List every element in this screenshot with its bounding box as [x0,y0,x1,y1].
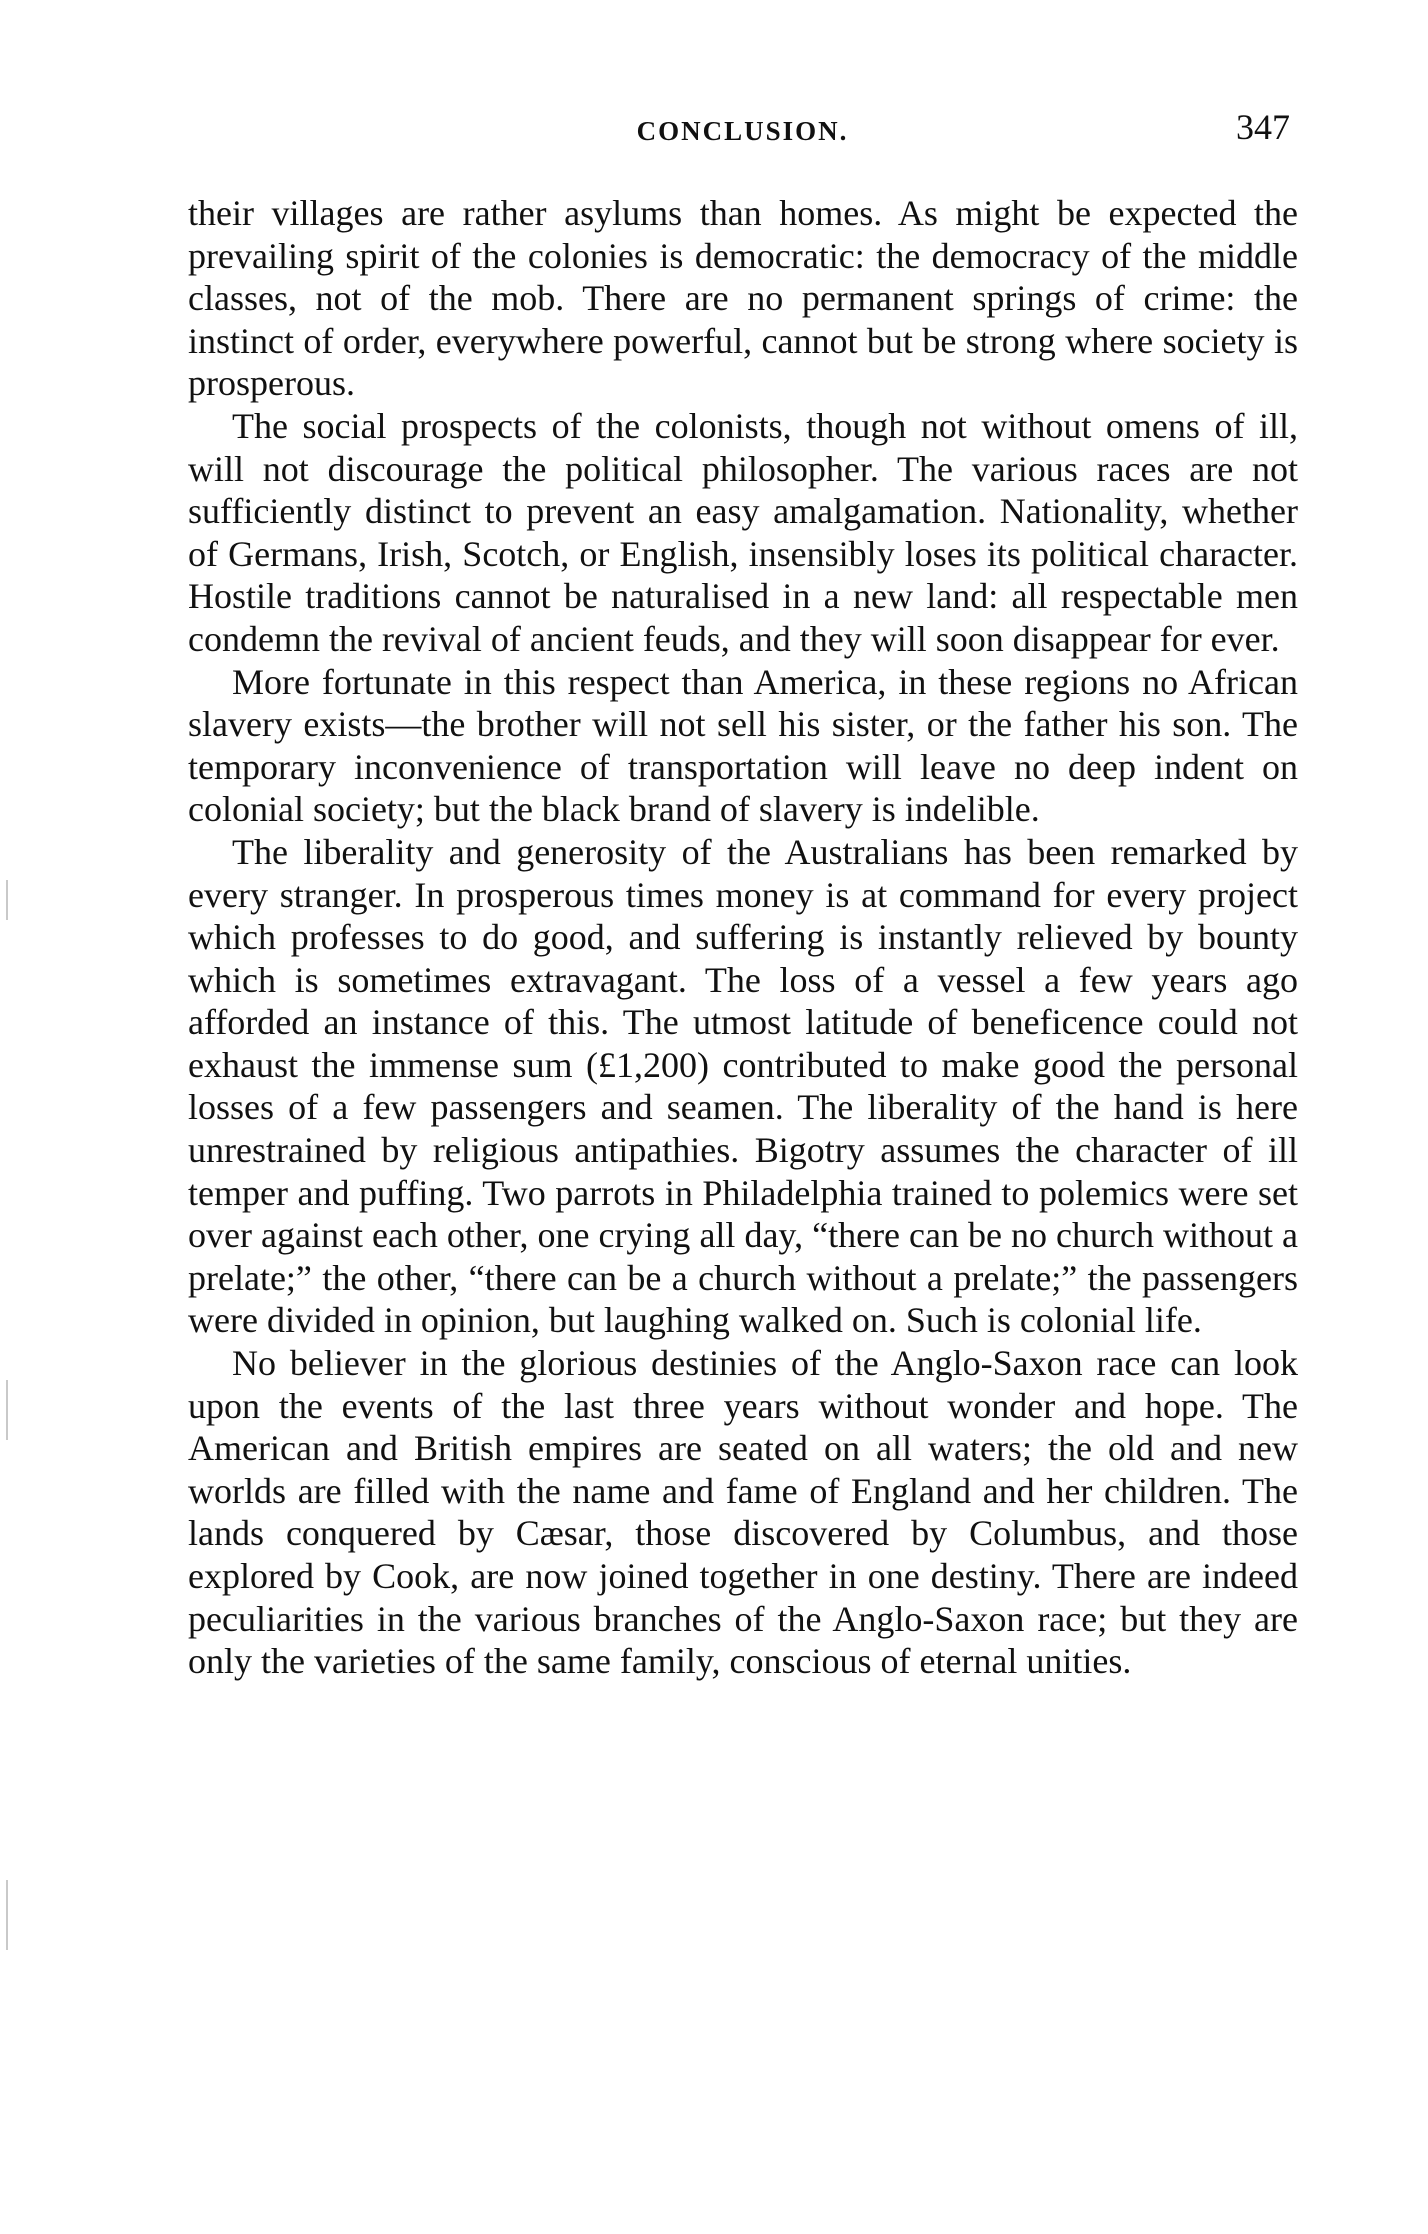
margin-mark [6,1380,8,1440]
body-text [188,192,1298,1683]
margin-mark [6,880,8,920]
page-number: 347 [1236,107,1290,147]
paragraph: The social prospects of the colonists, though not without omens of ill, will not discourage the political philosopher. The various races are not sufficiently distinct to prevent an easy amalgamation. Nationality, whether of Germans, Irish, Scotch, or English, insensibly loses its political character. Hostile traditions cannot be naturalised in a new land: all respectable men condemn the revival of ancient feuds, and they will soon disappear for ever. [188,405,1298,659]
running-head: CONCLUSION. [636,116,849,146]
margin-mark [6,1880,8,1950]
paragraph: their villages are rather asylums than homes. As might be expected the prevailing spirit of the colonies is democratic: the democracy of the middle classes, not of the mob. There are no permanent springs of crime: the instinct of order, everywhere powerful, cannot but be strong where society is prosperous. [188,193,1298,404]
paragraph: The liberality and generosity of the Australians has been remarked by every stranger. In prosperous times money is at command for every project which professes to do good, and suffering is instantly relieved by bounty which is sometimes extravagant. The loss of a vessel a few years ago afforded an instance of this. The utmost latitude of beneficence could not exhaust the immense sum (£1,200) contributed to make good the personal losses of a few passengers and seamen. The liberality of the hand is here unrestrained by religious antipathies. Bigotry assumes the character of ill temper and puffing. Two parrots in Philadelphia trained to polemics were set over against each other, one crying all day, “there can be no church without a prelate;” the other, “there can be a church without a prelate;” the passengers were divided in opinion, but laughing walked on. Such is colonial life. [188,831,1298,1341]
paragraph: More fortunate in this respect than America, in these regions no African slavery exists—the brother will not sell his sister, or the father his son. The temporary inconvenience of transportation will leave no deep indent on colonial society; but the black brand of slavery is indelible. [188,661,1298,830]
paragraph: No believer in the glorious destinies of the Anglo-Saxon race can look upon the events of the last three years without wonder and hope. The American and British empires are seated on all waters; the old and new worlds are filled with the name and fame of England and her children. The lands conquered by Cæsar, those discovered by Columbus, and those explored by Cook, are now joined together in one destiny. There are indeed peculiarities in the various branches of the Anglo-Saxon race; but they are only the varieties of the same family, conscious of eternal unities. [188,1343,1298,1682]
page-header [190,106,1295,158]
